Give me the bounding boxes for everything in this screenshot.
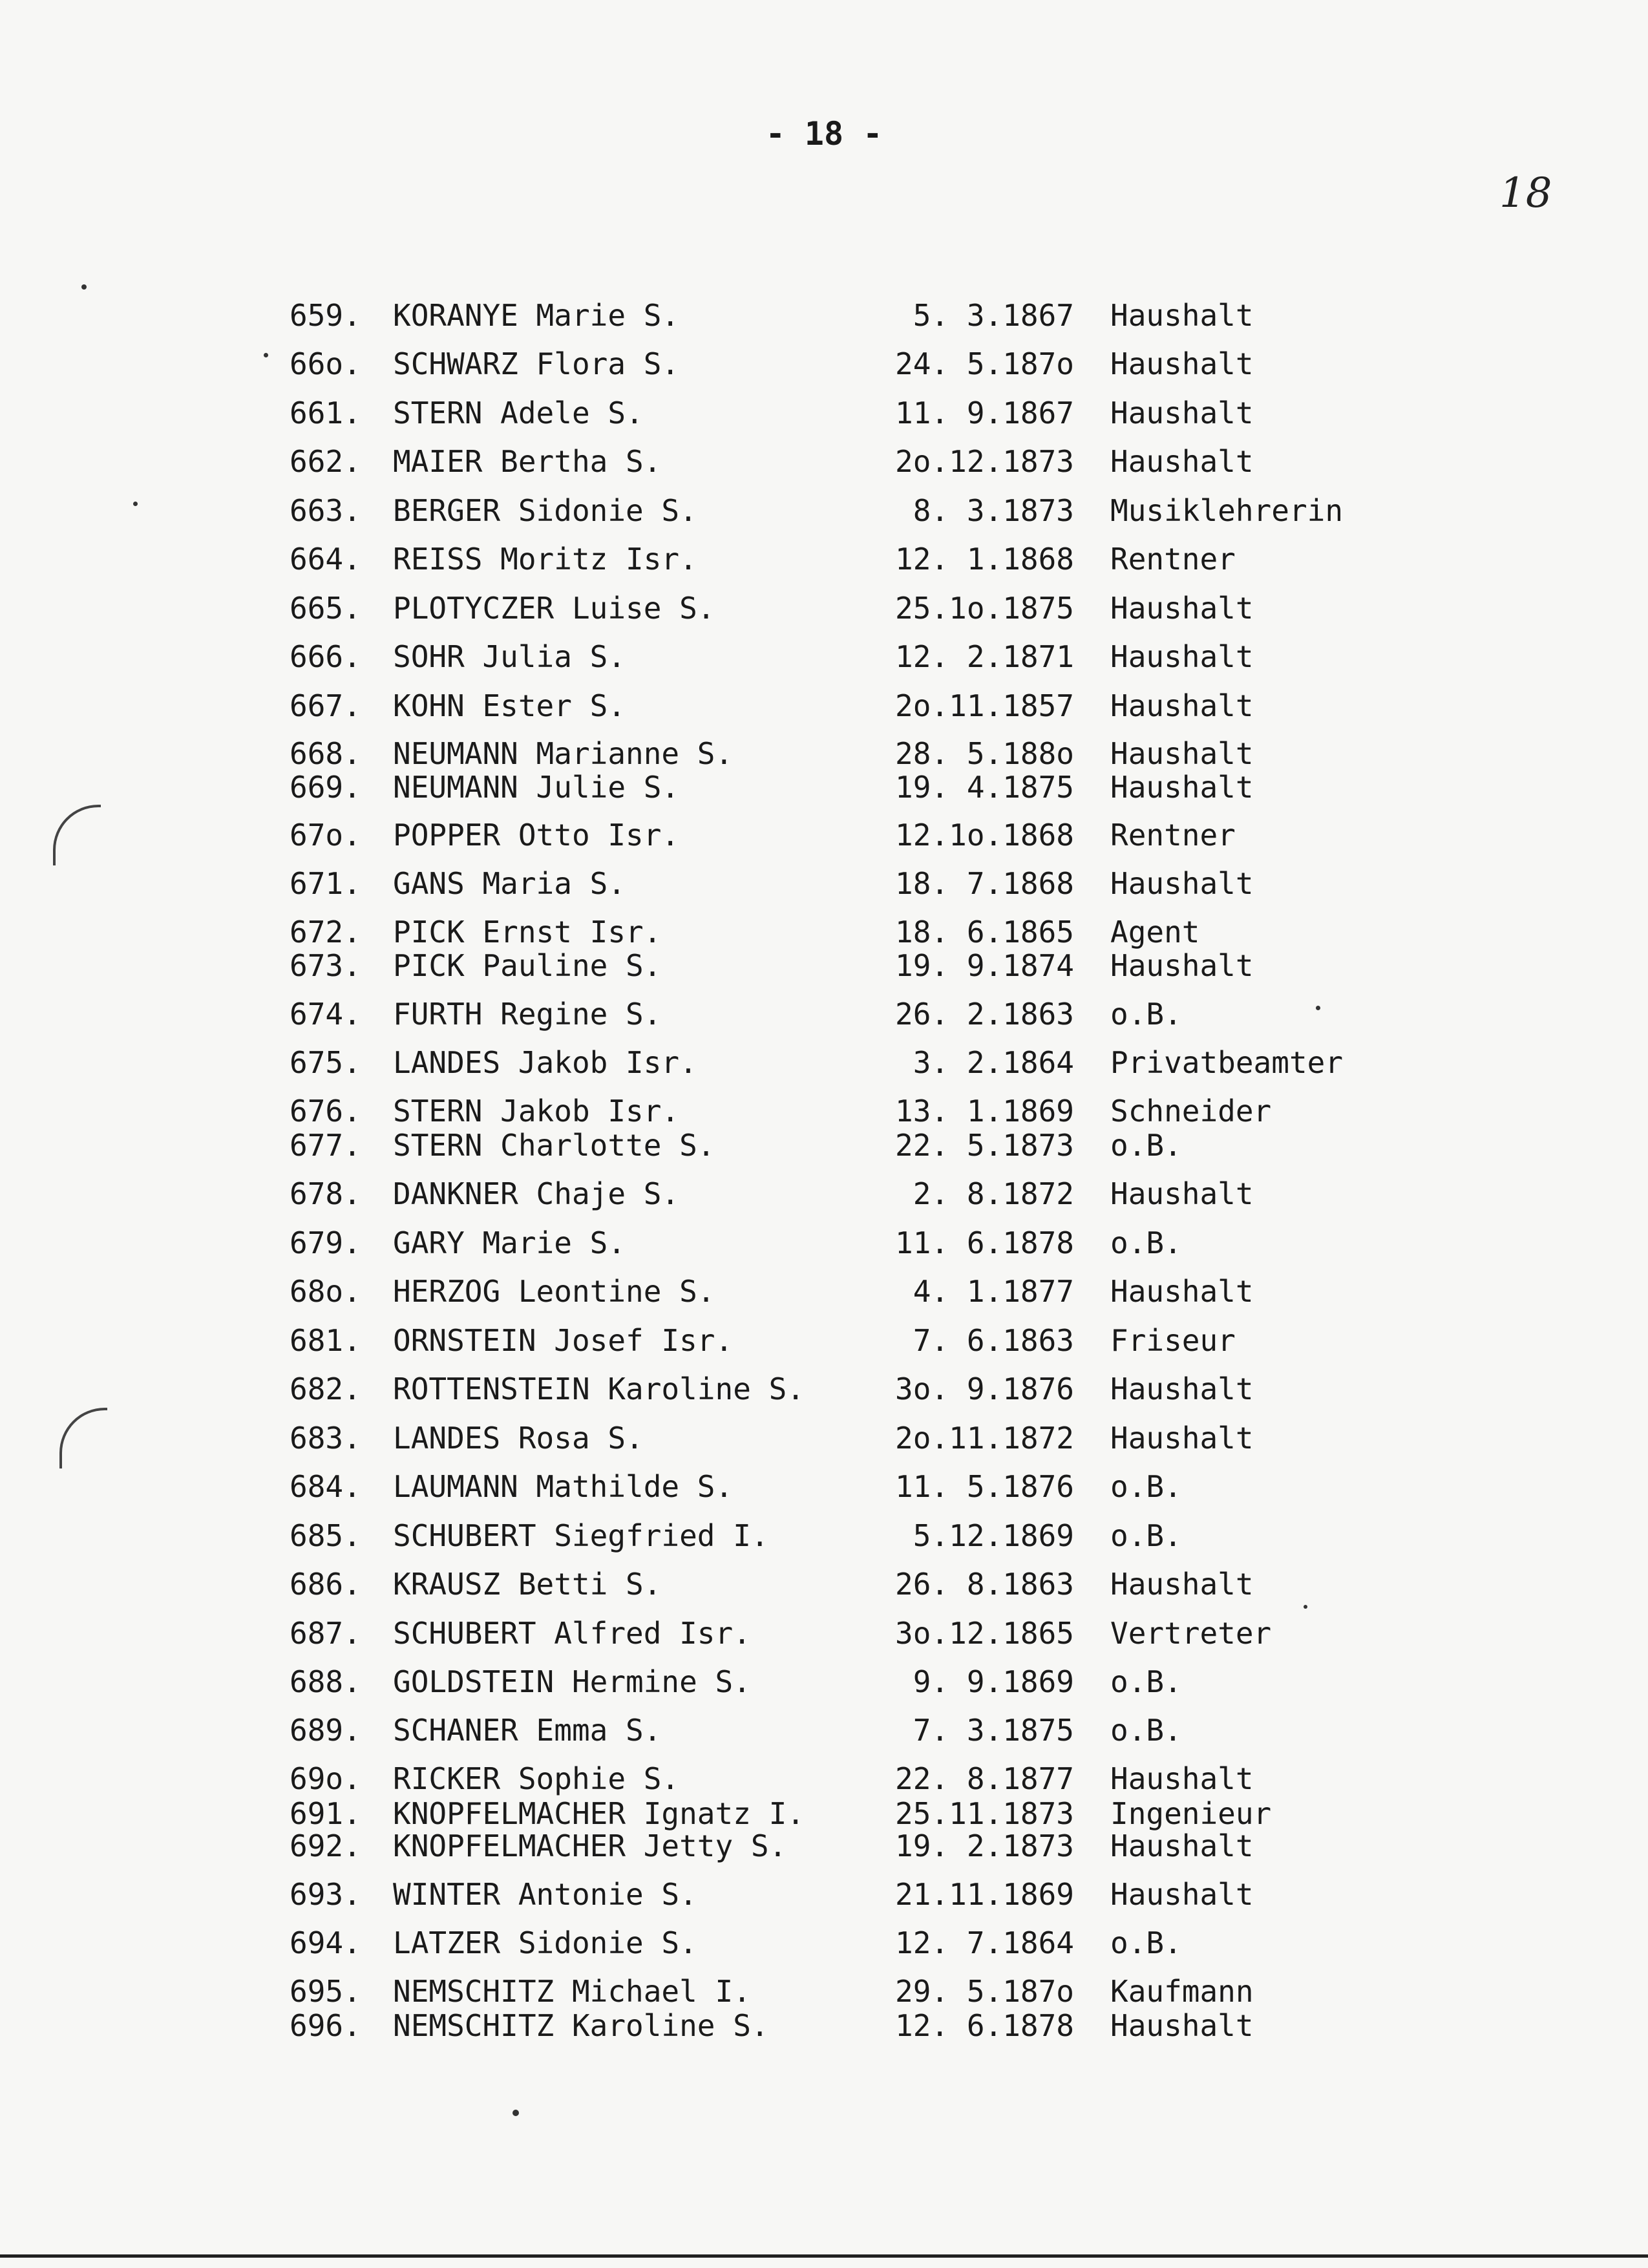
person-name: WINTER Antonie S. xyxy=(393,1877,697,1912)
entry-number: 682. xyxy=(290,1372,361,1406)
punch-hole-mark xyxy=(59,1408,107,1468)
person-name: SCHUBERT Alfred Isr. xyxy=(393,1616,751,1651)
occupation: Ingenieur xyxy=(1110,1796,1272,1831)
person-name: STERN Jakob Isr. xyxy=(393,1094,680,1129)
occupation: o.B. xyxy=(1110,997,1182,1032)
person-name: LAUMANN Mathilde S. xyxy=(393,1469,734,1504)
person-name: KOHN Ester S. xyxy=(393,688,626,723)
occupation: Haushalt xyxy=(1110,1274,1254,1309)
entry-number: 688. xyxy=(290,1664,361,1699)
birth-date: 2. 8.1872 xyxy=(913,1176,1074,1211)
person-name: SCHWARZ Flora S. xyxy=(393,346,680,381)
occupation: Schneider xyxy=(1110,1094,1272,1129)
occupation: Haushalt xyxy=(1110,770,1254,805)
person-name: STERN Adele S. xyxy=(393,396,644,430)
person-name: DANKNER Chaje S. xyxy=(393,1176,680,1211)
scan-speck xyxy=(1304,1605,1307,1609)
entry-number: 681. xyxy=(290,1323,361,1358)
birth-date: 4. 1.1877 xyxy=(913,1274,1074,1309)
birth-date: 12. 7.1864 xyxy=(895,1925,1074,1960)
entry-number: 669. xyxy=(290,770,361,805)
entry-number: 675. xyxy=(290,1045,361,1080)
entry-number: 665. xyxy=(290,591,361,626)
person-name: GANS Maria S. xyxy=(393,866,626,901)
person-name: LANDES Jakob Isr. xyxy=(393,1045,697,1080)
person-name: SCHANER Emma S. xyxy=(393,1713,662,1748)
entry-number: 694. xyxy=(290,1925,361,1960)
occupation: Haushalt xyxy=(1110,1567,1254,1602)
entry-number: 662. xyxy=(290,444,361,479)
person-name: ORNSTEIN Josef Isr. xyxy=(393,1323,734,1358)
birth-date: 26. 2.1863 xyxy=(895,997,1074,1032)
entry-number: 69o. xyxy=(290,1761,361,1796)
entry-number: 68o. xyxy=(290,1274,361,1309)
scan-speck xyxy=(1316,1006,1320,1010)
occupation: Haushalt xyxy=(1110,639,1254,674)
entry-number: 677. xyxy=(290,1128,361,1163)
person-name: LATZER Sidonie S. xyxy=(393,1925,697,1960)
entry-number: 691. xyxy=(290,1796,361,1831)
birth-date: 3o.12.1865 xyxy=(895,1616,1074,1651)
scan-speck xyxy=(264,353,268,357)
birth-date: 22. 5.1873 xyxy=(895,1128,1074,1163)
occupation: Vertreter xyxy=(1110,1616,1272,1651)
entry-number: 674. xyxy=(290,997,361,1032)
entry-number: 659. xyxy=(290,298,361,333)
occupation: Haushalt xyxy=(1110,1761,1254,1796)
birth-date: 7. 3.1875 xyxy=(913,1713,1074,1748)
birth-date: 3. 2.1864 xyxy=(913,1045,1074,1080)
entry-number: 667. xyxy=(290,688,361,723)
occupation: Musiklehrerin xyxy=(1110,493,1344,528)
birth-date: 25.11.1873 xyxy=(895,1796,1074,1831)
person-name: REISS Moritz Isr. xyxy=(393,542,697,577)
occupation: Haushalt xyxy=(1110,2008,1254,2043)
occupation: Haushalt xyxy=(1110,591,1254,626)
entry-number: 692. xyxy=(290,1828,361,1863)
occupation: Haushalt xyxy=(1110,1176,1254,1211)
birth-date: 25.1o.1875 xyxy=(895,591,1074,626)
birth-date: 28. 5.188o xyxy=(895,736,1074,771)
entry-number: 687. xyxy=(290,1616,361,1651)
occupation: o.B. xyxy=(1110,1225,1182,1260)
person-name: GOLDSTEIN Hermine S. xyxy=(393,1664,751,1699)
person-name: LANDES Rosa S. xyxy=(393,1421,644,1456)
occupation: Haushalt xyxy=(1110,1372,1254,1406)
entry-number: 672. xyxy=(290,915,361,949)
occupation: Rentner xyxy=(1110,542,1236,577)
entry-number: 689. xyxy=(290,1713,361,1748)
birth-date: 2o.12.1873 xyxy=(895,444,1074,479)
occupation: Haushalt xyxy=(1110,1828,1254,1863)
birth-date: 26. 8.1863 xyxy=(895,1567,1074,1602)
entry-number: 695. xyxy=(290,1974,361,2009)
handwritten-folio-number: 18 xyxy=(1499,169,1552,217)
person-name: KNOPFELMACHER Ignatz I. xyxy=(393,1796,805,1831)
entry-number: 693. xyxy=(290,1877,361,1912)
birth-date: 19. 4.1875 xyxy=(895,770,1074,805)
occupation: Kaufmann xyxy=(1110,1974,1254,2009)
page-number: - 18 - xyxy=(765,115,883,153)
entry-number: 696. xyxy=(290,2008,361,2043)
birth-date: 24. 5.187o xyxy=(895,346,1074,381)
birth-date: 19. 9.1874 xyxy=(895,948,1074,983)
entry-number: 686. xyxy=(290,1567,361,1602)
occupation: Haushalt xyxy=(1110,396,1254,430)
birth-date: 2o.11.1857 xyxy=(895,688,1074,723)
birth-date: 11. 6.1878 xyxy=(895,1225,1074,1260)
birth-date: 12.1o.1868 xyxy=(895,818,1074,853)
occupation: Haushalt xyxy=(1110,298,1254,333)
entry-number: 661. xyxy=(290,396,361,430)
birth-date: 5.12.1869 xyxy=(913,1518,1074,1553)
person-name: NEMSCHITZ Michael I. xyxy=(393,1974,751,2009)
occupation: Haushalt xyxy=(1110,948,1254,983)
person-name: MAIER Bertha S. xyxy=(393,444,662,479)
person-name: KORANYE Marie S. xyxy=(393,298,680,333)
entry-number: 666. xyxy=(290,639,361,674)
person-name: PICK Pauline S. xyxy=(393,948,662,983)
entry-number: 684. xyxy=(290,1469,361,1504)
birth-date: 12. 2.1871 xyxy=(895,639,1074,674)
entry-number: 67o. xyxy=(290,818,361,853)
punch-hole-mark xyxy=(53,805,101,865)
occupation: Haushalt xyxy=(1110,866,1254,901)
entry-number: 685. xyxy=(290,1518,361,1553)
person-name: ROTTENSTEIN Karoline S. xyxy=(393,1372,805,1406)
birth-date: 2o.11.1872 xyxy=(895,1421,1074,1456)
occupation: Haushalt xyxy=(1110,1877,1254,1912)
scan-speck xyxy=(81,284,87,290)
entry-number: 66o. xyxy=(290,346,361,381)
occupation: Haushalt xyxy=(1110,736,1254,771)
person-name: SOHR Julia S. xyxy=(393,639,626,674)
person-name: NEUMANN Julie S. xyxy=(393,770,680,805)
person-name: FURTH Regine S. xyxy=(393,997,662,1032)
person-name: BERGER Sidonie S. xyxy=(393,493,697,528)
occupation: Haushalt xyxy=(1110,444,1254,479)
birth-date: 18. 6.1865 xyxy=(895,915,1074,949)
entry-number: 663. xyxy=(290,493,361,528)
birth-date: 12. 1.1868 xyxy=(895,542,1074,577)
birth-date: 29. 5.187o xyxy=(895,1974,1074,2009)
birth-date: 22. 8.1877 xyxy=(895,1761,1074,1796)
entry-number: 664. xyxy=(290,542,361,577)
occupation: o.B. xyxy=(1110,1128,1182,1163)
person-name: RICKER Sophie S. xyxy=(393,1761,680,1796)
scan-speck xyxy=(512,2110,519,2116)
person-name: GARY Marie S. xyxy=(393,1225,626,1260)
occupation: o.B. xyxy=(1110,1925,1182,1960)
scan-speck xyxy=(133,502,138,506)
person-name: SCHUBERT Siegfried I. xyxy=(393,1518,769,1553)
occupation: Friseur xyxy=(1110,1323,1236,1358)
birth-date: 12. 6.1878 xyxy=(895,2008,1074,2043)
entry-number: 671. xyxy=(290,866,361,901)
person-name: PICK Ernst Isr. xyxy=(393,915,662,949)
person-name: HERZOG Leontine S. xyxy=(393,1274,715,1309)
occupation: o.B. xyxy=(1110,1664,1182,1699)
birth-date: 11. 5.1876 xyxy=(895,1469,1074,1504)
occupation: Haushalt xyxy=(1110,688,1254,723)
entry-number: 668. xyxy=(290,736,361,771)
birth-date: 13. 1.1869 xyxy=(895,1094,1074,1129)
occupation: o.B. xyxy=(1110,1713,1182,1748)
occupation: Rentner xyxy=(1110,818,1236,853)
entry-number: 673. xyxy=(290,948,361,983)
birth-date: 11. 9.1867 xyxy=(895,396,1074,430)
birth-date: 5. 3.1867 xyxy=(913,298,1074,333)
entry-number: 679. xyxy=(290,1225,361,1260)
birth-date: 9. 9.1869 xyxy=(913,1664,1074,1699)
occupation: Privatbeamter xyxy=(1110,1045,1344,1080)
birth-date: 3o. 9.1876 xyxy=(895,1372,1074,1406)
birth-date: 7. 6.1863 xyxy=(913,1323,1074,1358)
entry-number: 683. xyxy=(290,1421,361,1456)
person-name: STERN Charlotte S. xyxy=(393,1128,715,1163)
person-name: KRAUSZ Betti S. xyxy=(393,1567,662,1602)
occupation: Haushalt xyxy=(1110,1421,1254,1456)
entry-number: 676. xyxy=(290,1094,361,1129)
page-edge-line xyxy=(0,2254,1648,2258)
birth-date: 18. 7.1868 xyxy=(895,866,1074,901)
occupation: o.B. xyxy=(1110,1518,1182,1553)
occupation: Haushalt xyxy=(1110,346,1254,381)
birth-date: 21.11.1869 xyxy=(895,1877,1074,1912)
occupation: Agent xyxy=(1110,915,1200,949)
person-name: NEUMANN Marianne S. xyxy=(393,736,734,771)
occupation: o.B. xyxy=(1110,1469,1182,1504)
entry-number: 678. xyxy=(290,1176,361,1211)
person-name: NEMSCHITZ Karoline S. xyxy=(393,2008,769,2043)
person-name: KNOPFELMACHER Jetty S. xyxy=(393,1828,787,1863)
birth-date: 19. 2.1873 xyxy=(895,1828,1074,1863)
person-name: PLOTYCZER Luise S. xyxy=(393,591,715,626)
birth-date: 8. 3.1873 xyxy=(913,493,1074,528)
person-name: POPPER Otto Isr. xyxy=(393,818,680,853)
